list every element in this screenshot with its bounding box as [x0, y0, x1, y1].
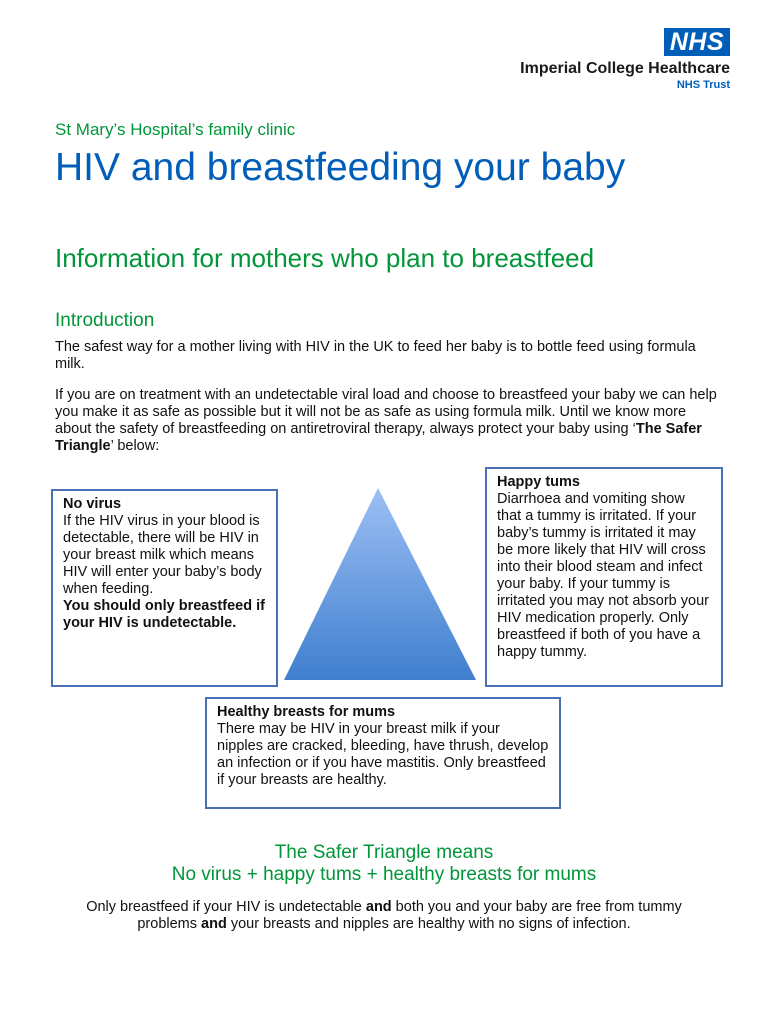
closing-paragraph — [60, 899, 708, 933]
healthy-breasts-body: There may be HIV in your breast milk if your nipples are cracked, bleeding, have thrush, develop an infection or if you have mastitis. Only breastfeed if your breasts are healthy. — [217, 721, 549, 788]
safer-triangle-graphic — [282, 486, 478, 682]
org-name: Imperial College Healthcare — [520, 60, 730, 77]
closing-text-3: your breasts and nipples are healthy with no signs of infection. — [226, 916, 631, 932]
healthy-breasts-heading: Healthy breasts for mums — [217, 704, 396, 720]
happy-tums-box — [485, 467, 723, 687]
closing-text-2: both you and your baby are free from tummy problems — [137, 899, 682, 932]
safer-triangle-summary-heading: The Safer Triangle means — [274, 842, 494, 863]
page-title: HIV and breastfeeding your baby — [55, 146, 626, 189]
intro-paragraph-2-end: ’ below: — [110, 438, 160, 454]
no-virus-emphasis: You should only breastfeed if your HIV is undetectable. — [63, 598, 265, 631]
safer-triangle-summary-formula: No virus + happy tums + healthy breasts for mums — [171, 864, 597, 885]
introduction-heading: Introduction — [55, 310, 155, 331]
closing-text-1: Only breastfeed if your HIV is undetectable — [86, 899, 366, 915]
triangle-shape — [284, 488, 476, 680]
closing-bold-2: and — [201, 916, 227, 932]
intro-paragraph-2 — [55, 387, 723, 455]
page-subtitle: Information for mothers who plan to breastfeed — [55, 243, 595, 273]
org-subtitle: NHS Trust — [676, 79, 730, 91]
closing-bold-1: and — [365, 899, 392, 915]
safer-triangle-term: The Safer Triangle — [55, 421, 702, 454]
intro-paragraph-1: The safest way for a mother living with HIV in the UK to feed her baby is to bottle feed using formula milk. — [55, 339, 696, 372]
no-virus-body: If the HIV virus in your blood is detectable, there will be HIV in your breast milk which means HIV will enter your baby’s body when feeding. — [63, 513, 262, 597]
happy-tums-body: Diarrhoea and vomiting show that a tummy is irritated. If your baby’s tummy is irritated it may be more likely that HIV will cross into their blood steam and infect your baby. If your tummy is irritated you may not absorb your HIV medication properly. Only breastfeed if both of you have a happy tummy. — [497, 491, 709, 660]
nhs-logo: NHS — [664, 28, 730, 56]
no-virus-heading: No virus — [63, 496, 122, 512]
no-virus-box — [51, 489, 278, 687]
happy-tums-heading: Happy tums — [497, 474, 580, 490]
clinic-name: St Mary’s Hospital’s family clinic — [55, 120, 296, 139]
intro-paragraph-2-text: If you are on treatment with an undetectable viral load and choose to breastfeed your baby we can help you make it as safe as possible but it will not be as safe as using formula milk. Until we know more about the safety of breastfeeding on antiretroviral therapy, always protect your baby using ‘ — [55, 387, 717, 437]
healthy-breasts-box — [205, 697, 561, 809]
